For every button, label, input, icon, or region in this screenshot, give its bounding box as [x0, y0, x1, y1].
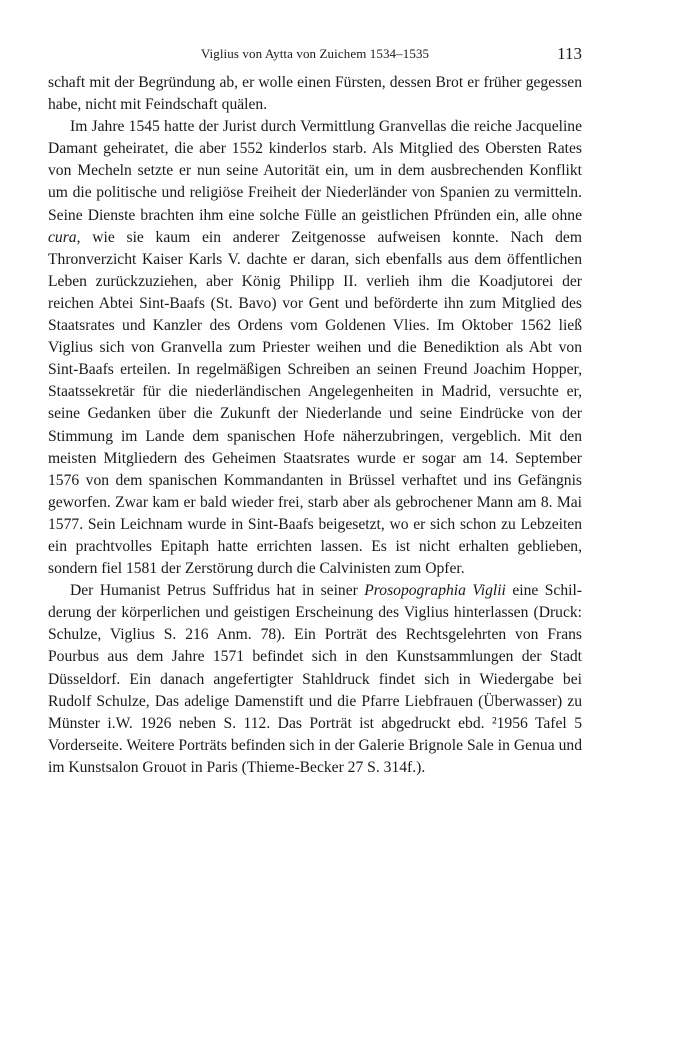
paragraph-2-text-b: , wie sie kaum ein anderer Zeitgenosse aufweisen konnte. Nach dem Thronverzicht Kaiser Karls V. dachte er daran, sich ebenfalls aus dem öffentlichen Leben zurückzuziehen, aber König Philipp II. verlieh ihm die Koadjutorei der reichen Abtei Sint-Baafs (St. Bavo) vor Gent und beförderte ihn zum Mitglied des Staatsrates und Kanzler des Ordens vom Goldenen Vlies. Im Oktober 1562 ließ Viglius sich von Granvella zum Priester weihen und die Benediktion als Abt von Sint-Baafs erteilen. In regelmäßigen Schreiben an seinen Freund Joachim Hopper, Staatssekretär für die niederländischen Angelegenheiten in Madrid, versuchte er, seine Gedanken über die Zukunft der Niederlande und seine Eindrücke von der Stimmung im Lande dem spanischen Hofe näherzubringen, vergeblich. Mit den meisten Mitgliedern des Geheimen Staatsrates wurde er sogar am 14. September 1576 von dem spanischen Kommandanten in Brüssel verhaftet und ins Gefängnis geworfen. Zwar kam er bald wieder frei, starb aber als gebrochener Mann am 8. Mai 1577. Sein Leichnam wurde in Sint-Baafs beigesetzt, wo er sich schon zu Lebzeiten ein prachtvolles Epitaph hatte errichten lassen. Es ist nicht erhalten geblieben, sondern fiel 1581 der Zerstörung durch die Calvinisten zum Opfer. — [48, 228, 582, 578]
book-page — [48, 44, 582, 779]
paragraph-3 — [48, 580, 582, 779]
page-number: 113 — [557, 44, 582, 63]
italic-title-prosopographia: Prosopographia Viglii — [364, 582, 506, 600]
paragraph-3-text-a: Der Humanist Petrus Suffridus hat in seiner — [70, 582, 365, 600]
italic-term-cura: cura — [48, 228, 77, 246]
body-text — [48, 72, 582, 779]
running-header — [48, 44, 582, 66]
paragraph-1-text: schaft mit der Begründung ab, er wolle einen Fürsten, dessen Brot er früher gegessen habe, nicht mit Feindschaft quälen. — [48, 74, 582, 114]
running-title: Viglius von Aytta von Zuichem 1534–1535 — [200, 46, 430, 61]
paragraph-2-text-a: Im Jahre 1545 hatte der Jurist durch Vermittlung Granvellas die reiche Jacqueline Damant geheiratet, die aber 1552 kinderlos starb. Als Mitglied des Obersten Rates von Mecheln setzte er nun seine Autorität ein, um in dem ausbrechenden Konflikt um die politische und religiöse Freiheit der Niederländer von Spanien zu vermitteln. Seine Dienste brachten ihm eine solche Fülle an geistlichen Pfründen ein, alle ohne — [48, 118, 582, 224]
paragraph-2 — [48, 116, 582, 580]
paragraph-1 — [48, 72, 582, 116]
paragraph-3-text-b: eine Schilderung der körperlichen und geistigen Erscheinung des Viglius hinterlassen (Druck: Schulze, Viglius S. 216 Anm. 78). Ein Porträt des Rechtsgelehrten von Frans Pourbus aus dem Jahre 1571 befindet sich in den Kunstsammlungen der Stadt Düsseldorf. Ein danach angefertigter Stahldruck findet sich in Wiedergabe bei Rudolf Schulze, Das adelige Damenstift und die Pfarre Liebfrauen (Überwasser) zu Münster i.W. 1926 neben S. 112. Das Porträt ist abgedruckt ebd. ²1956 Tafel 5 Vorderseite. Weitere Porträts befinden sich in der Galerie Brignole Sale in Genua und im Kunstsalon Grouot in Paris (Thieme-Becker 27 S. 314f.). — [48, 582, 582, 776]
